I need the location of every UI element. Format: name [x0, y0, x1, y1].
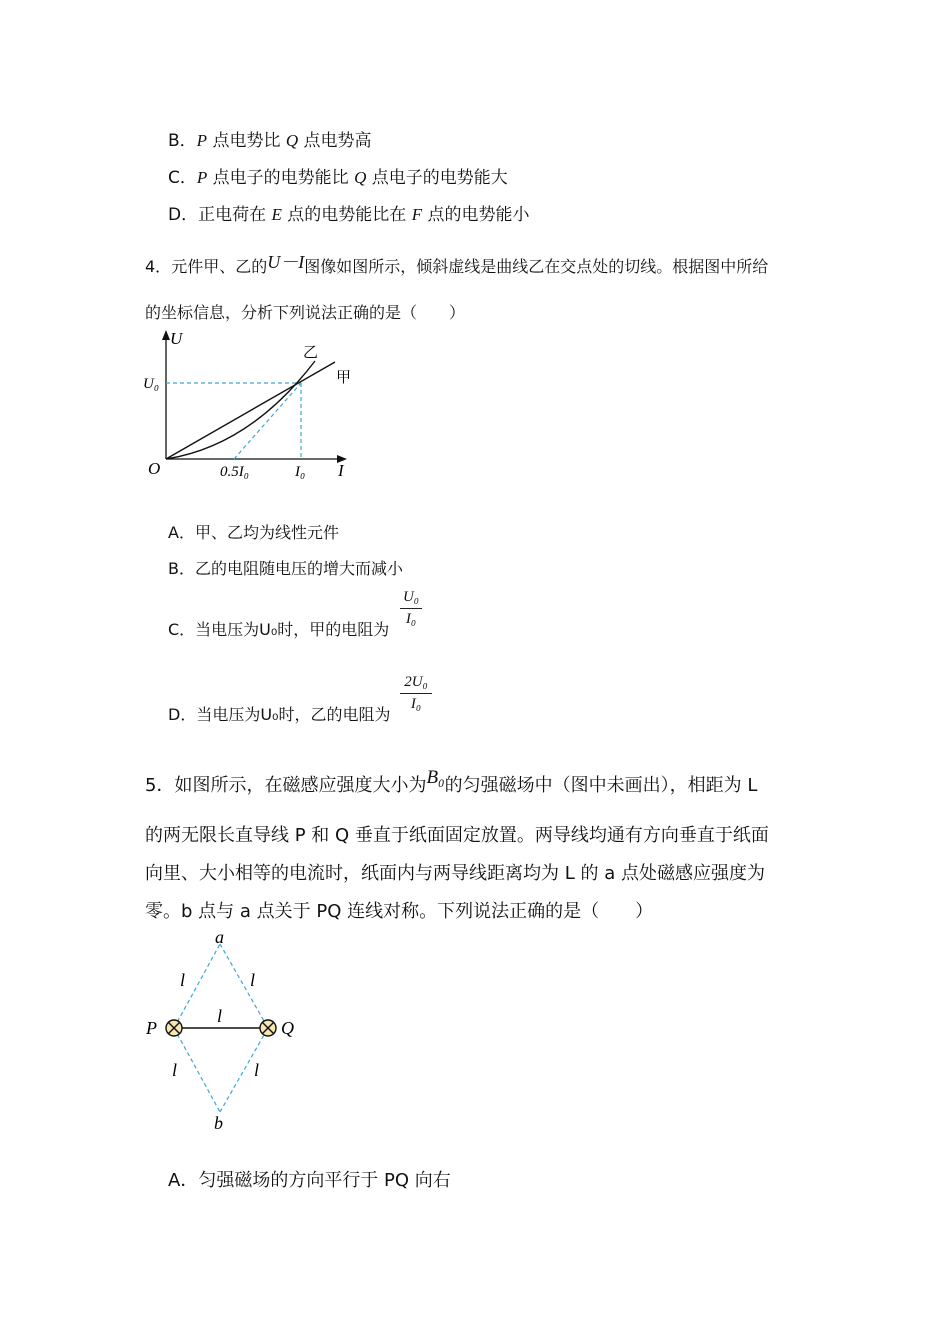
q3-option-d: D．正电荷在 E 点的电势能比在 F 点的电势能小 — [168, 205, 530, 225]
edge-aq — [220, 944, 268, 1028]
axis-i-label: I — [338, 461, 344, 480]
length-l-label: l — [217, 1006, 223, 1026]
q5-stem-line2: 的两无限长直导线 P 和 Q 垂直于纸面固定放置。两导线均通有方向垂直于纸面 — [145, 825, 769, 846]
q4-option-a: A．甲、乙均为线性元件 — [168, 523, 339, 542]
q5-wire-figure — [140, 924, 310, 1136]
length-l-label: l — [254, 1060, 260, 1080]
q5-stem-line3: 向里、大小相等的电流时，纸面内与两导线距离均为 L 的 a 点处磁感应强度为 — [145, 863, 765, 884]
origin-label: O — [148, 459, 161, 478]
q4-ui-graph — [140, 326, 370, 486]
point-q-label: Q — [281, 1018, 294, 1038]
point-p-label: P — [146, 1018, 157, 1038]
point-b-label: b — [214, 1113, 223, 1133]
wire-q-into-page-icon — [260, 1020, 276, 1036]
wire-p-into-page-icon — [166, 1020, 182, 1036]
point-a-label: a — [215, 927, 224, 947]
q4-option-c-fraction: U₀ I₀ — [400, 589, 422, 628]
half-i0-label: 0.5I₀ — [220, 464, 249, 480]
curve-jia — [166, 362, 335, 459]
q4-option-d: D．当电压为U₀时，乙的电阻为 — [168, 705, 391, 724]
q5-option-a: A．匀强磁场的方向平行于 PQ 向右 — [168, 1170, 451, 1191]
q4-option-d-fraction: 2U₀ I₀ — [400, 674, 432, 713]
q3-option-c: C．P 点电子的电势能比 Q 点电子的电势能大 — [168, 168, 508, 188]
edge-bq — [220, 1028, 268, 1112]
q4-option-c: C．当电压为U₀时，甲的电阻为 — [168, 620, 390, 639]
u0-label: U₀ — [143, 376, 160, 392]
length-l-label: l — [172, 1060, 178, 1080]
curve-yi-label: 乙 — [303, 343, 319, 361]
q5-stem-line1: 5．如图所示，在磁感应强度大小为B₀的匀强磁场中（图中未画出），相距为 L — [145, 767, 758, 796]
curve-yi — [166, 361, 315, 459]
u-axis-arrow — [162, 330, 170, 340]
q4-stem-line2: 的坐标信息，分析下列说法正确的是（ ） — [145, 303, 466, 322]
q3-option-b: B．P 点电势比 Q 点电势高 — [168, 131, 372, 151]
q4-option-b: B．乙的电阻随电压的增大而减小 — [168, 559, 403, 578]
edge-pb — [174, 1028, 220, 1112]
i0-label: I₀ — [295, 464, 306, 480]
tangent-line — [234, 383, 301, 459]
q4-stem-line1: 4．元件甲、乙的U－I图像如图所示，倾斜虚线是曲线乙在交点处的切线。根据图中所给 — [145, 252, 769, 276]
curve-jia-label: 甲 — [336, 368, 352, 386]
length-l-label: l — [250, 970, 256, 990]
length-l-label: l — [180, 970, 186, 990]
q5-stem-line4: 零。b 点与 a 点关于 PQ 连线对称。下列说法正确的是（ ） — [145, 901, 654, 922]
axis-u-label: U — [170, 329, 183, 348]
